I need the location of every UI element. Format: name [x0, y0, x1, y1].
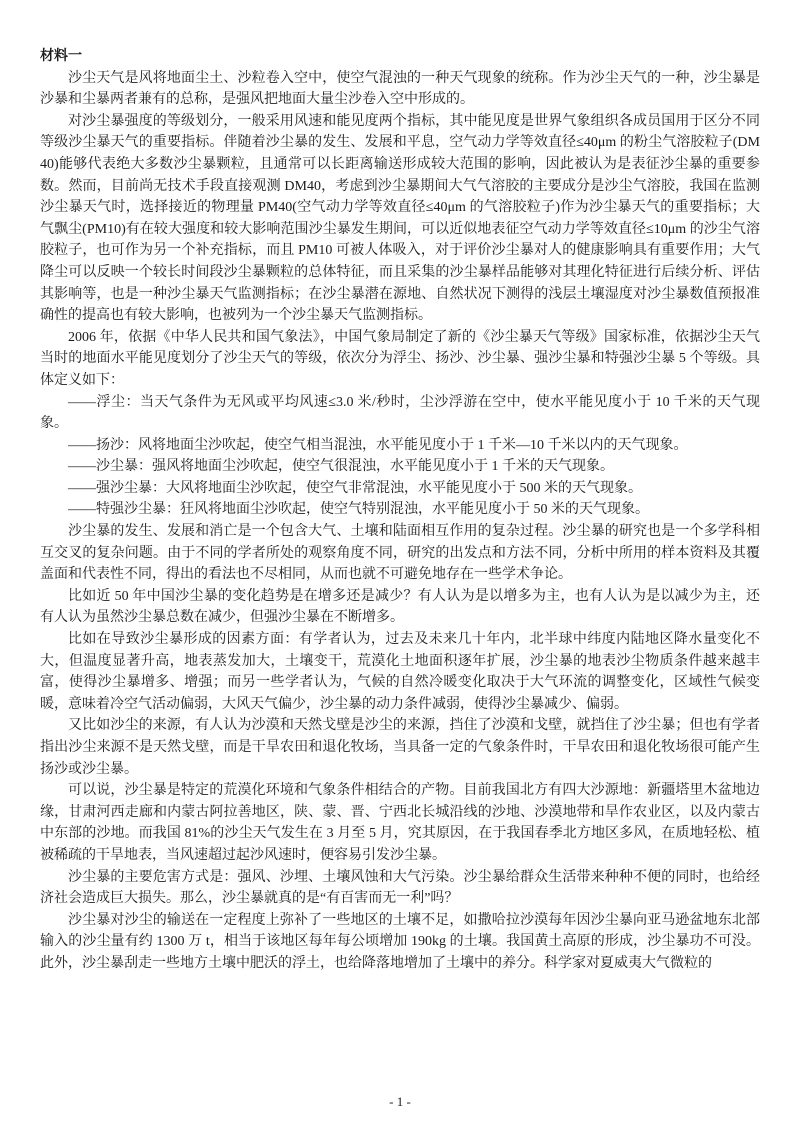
definition-qiang-shachenbao: ——强沙尘暴：大风将地面尘沙吹起，使空气非常混浊，水平能见度小于 500 米的天气现象。: [68, 480, 642, 496]
paragraph-four-source-areas: 可以说，沙尘暴是特定的荒漠化环境和气象条件相结合的产物。目前我国北方有四大沙源地：新疆塔里木盆地边缘，甘肃河西走廊和内蒙古阿拉善地区，陕、蒙、晋、宁西北长城沿线的沙地、沙漠地带和旱作农业区，以及内蒙古中东部的沙地。而我国 81%的沙尘天气发生在 3 月至 5 月，究其原因，在于我国春季北方地区多风，在质地轻松、植被稀疏的干旱地表，当风速超过起沙风速时，便容易引发沙尘暴。: [40, 783, 760, 863]
paragraph-formation-factors: 比如在导致沙尘暴形成的因素方面：有学者认为，过去及未来几十年内，北半球中纬度内陆地区降水量变化不大，但温度显著升高，地表蒸发加大，土壤变干，荒漠化土地面积逐年扩展，沙尘暴的地表沙尘物质条件越来越丰富，使得沙尘暴增多、增强；而另一些学者认为，气候的自然冷暖变化取决于大气环流的调整变化，区域性气候变暖，意味着冷空气活动偏弱，大风天气偏少，沙尘暴的动力条件减弱，使得沙尘暴减少、偏弱。: [40, 632, 760, 712]
page-number: - 1 -: [389, 1094, 411, 1110]
definition-shachenbao: ——沙尘暴：强风将地面尘沙吹起，使空气很混浊，水平能见度小于 1 千米的天气现象。: [68, 459, 614, 475]
definition-yangsha: ——扬沙：风将地面尘沙吹起，使空气相当混浊，水平能见度小于 1 千米—10 千米以内的天气现象。: [68, 437, 688, 453]
paragraph-benefits: 沙尘暴对沙尘的输送在一定程度上弥补了一些地区的土壤不足，如撒哈拉沙漠每年因沙尘暴向亚马逊盆地东北部输入的沙尘量有约 1300 万 t，相当于该地区每年每公顷增加 190kg 的土壤。我国黄土高原的形成，沙尘暴功不可没。此外，沙尘暴刮走一些地方土壤中肥沃的浮土，也给降落地增加了土壤中的养分。科学家对夏威夷大气微粒的: [40, 912, 760, 971]
definition-teqiang-shachenbao: ——特强沙尘暴：狂风将地面尘沙吹起，使空气特别混浊，水平能见度小于 50 米的天气现象。: [68, 502, 649, 518]
definition-fuchen: ——浮尘：当天气条件为无风或平均风速≤3.0 米/秒时，尘沙浮游在空中，使水平能见度小于 10 千米的天气现象。: [40, 394, 760, 432]
section-title: 材料一: [40, 49, 82, 64]
paragraph-intro: 沙尘天气是风将地面尘土、沙粒卷入空中，使空气混浊的一种天气现象的统称。作为沙尘天气的一种，沙尘暴是沙暴和尘暴两者兼有的总称，是强风把地面大量尘沙卷入空中形成的。: [40, 70, 760, 108]
paragraph-dust-sources-debate: 又比如沙尘的来源，有人认为沙漠和天然戈壁是沙尘的来源，挡住了沙漠和戈壁，就挡住了沙尘暴；但也有学者指出沙尘来源不是天然戈壁，而是干旱农田和退化牧场，当具备一定的气象条件时，干旱农田和退化牧场很可能产生扬沙或沙尘暴。: [40, 718, 760, 777]
paragraph-hazards: 沙尘暴的主要危害方式是：强风、沙埋、土壤风蚀和大气污染。沙尘暴给群众生活带来种种不便的同时，也给经济社会造成巨大损失。那么，沙尘暴就真的是“有百害而无一利”吗？: [40, 869, 760, 907]
paragraph-2006-standard: 2006 年，依据《中华人民共和国气象法》，中国气象局制定了新的《沙尘暴天气等级》国家标准，依据沙尘天气当时的地面水平能见度划分了沙尘天气的等级，依次分为浮尘、扬沙、沙尘暴、强沙尘暴和特强沙尘暴 5 个等级。具体定义如下：: [40, 329, 760, 388]
paragraph-research-debate: 沙尘暴的发生、发展和消亡是一个包含大气、土壤和陆面相互作用的复杂过程。沙尘暴的研究也是一个多学科相互交叉的复杂问题。由于不同的学者所处的观察角度不同，研究的出发点和方法不同，分析中所用的样本资料及其覆盖面和代表性不同，得出的看法也不尽相同，从而也就不可避免地存在一些学术争论。: [40, 524, 760, 583]
paragraph-grading-indicators: 对沙尘暴强度的等级划分，一般采用风速和能见度两个指标，其中能见度是世界气象组织各成员国用于区分不同等级沙尘暴天气的重要指标。伴随着沙尘暴的发生、发展和平息，空气动力学等效直径≤40μm 的粉尘气溶胶粒子(DM40)能够代表绝大多数沙尘暴颗粒，且通常可以长距离输送形成较大范围的影响，因此被认为是表征沙尘暴的重要参数。然而，目前尚无技术手段直接观测 DM40，考虑到沙尘暴期间大气气溶胶的主要成分是沙尘气溶胶，我国在监测沙尘暴天气时，选择接近的物理量 PM40(空气动力学等效直径≤40μm 的气溶胶粒子)作为沙尘暴天气的重要指标；大气飘尘(PM10)有在较大强度和较大影响范围沙尘暴发生期间，可以近似地表征空气动力学等效直径≤10μm 的沙尘气溶胶粒子，也可作为另一个补充指标，而且 PM10 可被人体吸入，对于评价沙尘暴对人的健康影响具有重要作用；大气降尘可以反映一个较长时间段沙尘暴颗粒的总体特征，而且采集的沙尘暴样品能够对其理化特征进行后续分析、评估其影响等，也是一种沙尘暴天气监测指标；在沙尘暴潜在源地、自然状况下测得的浅层土壤湿度对沙尘暴数值预报准确性的提高也有较大影响，也被列为一个沙尘暴天气监测指标。: [40, 113, 760, 324]
paragraph-trend-debate: 比如近 50 年中国沙尘暴的变化趋势是在增多还是减少？有人认为是以增多为主，也有人认为是以减少为主，还有人认为虽然沙尘暴总数在减少，但强沙尘暴在不断增多。: [40, 588, 760, 626]
